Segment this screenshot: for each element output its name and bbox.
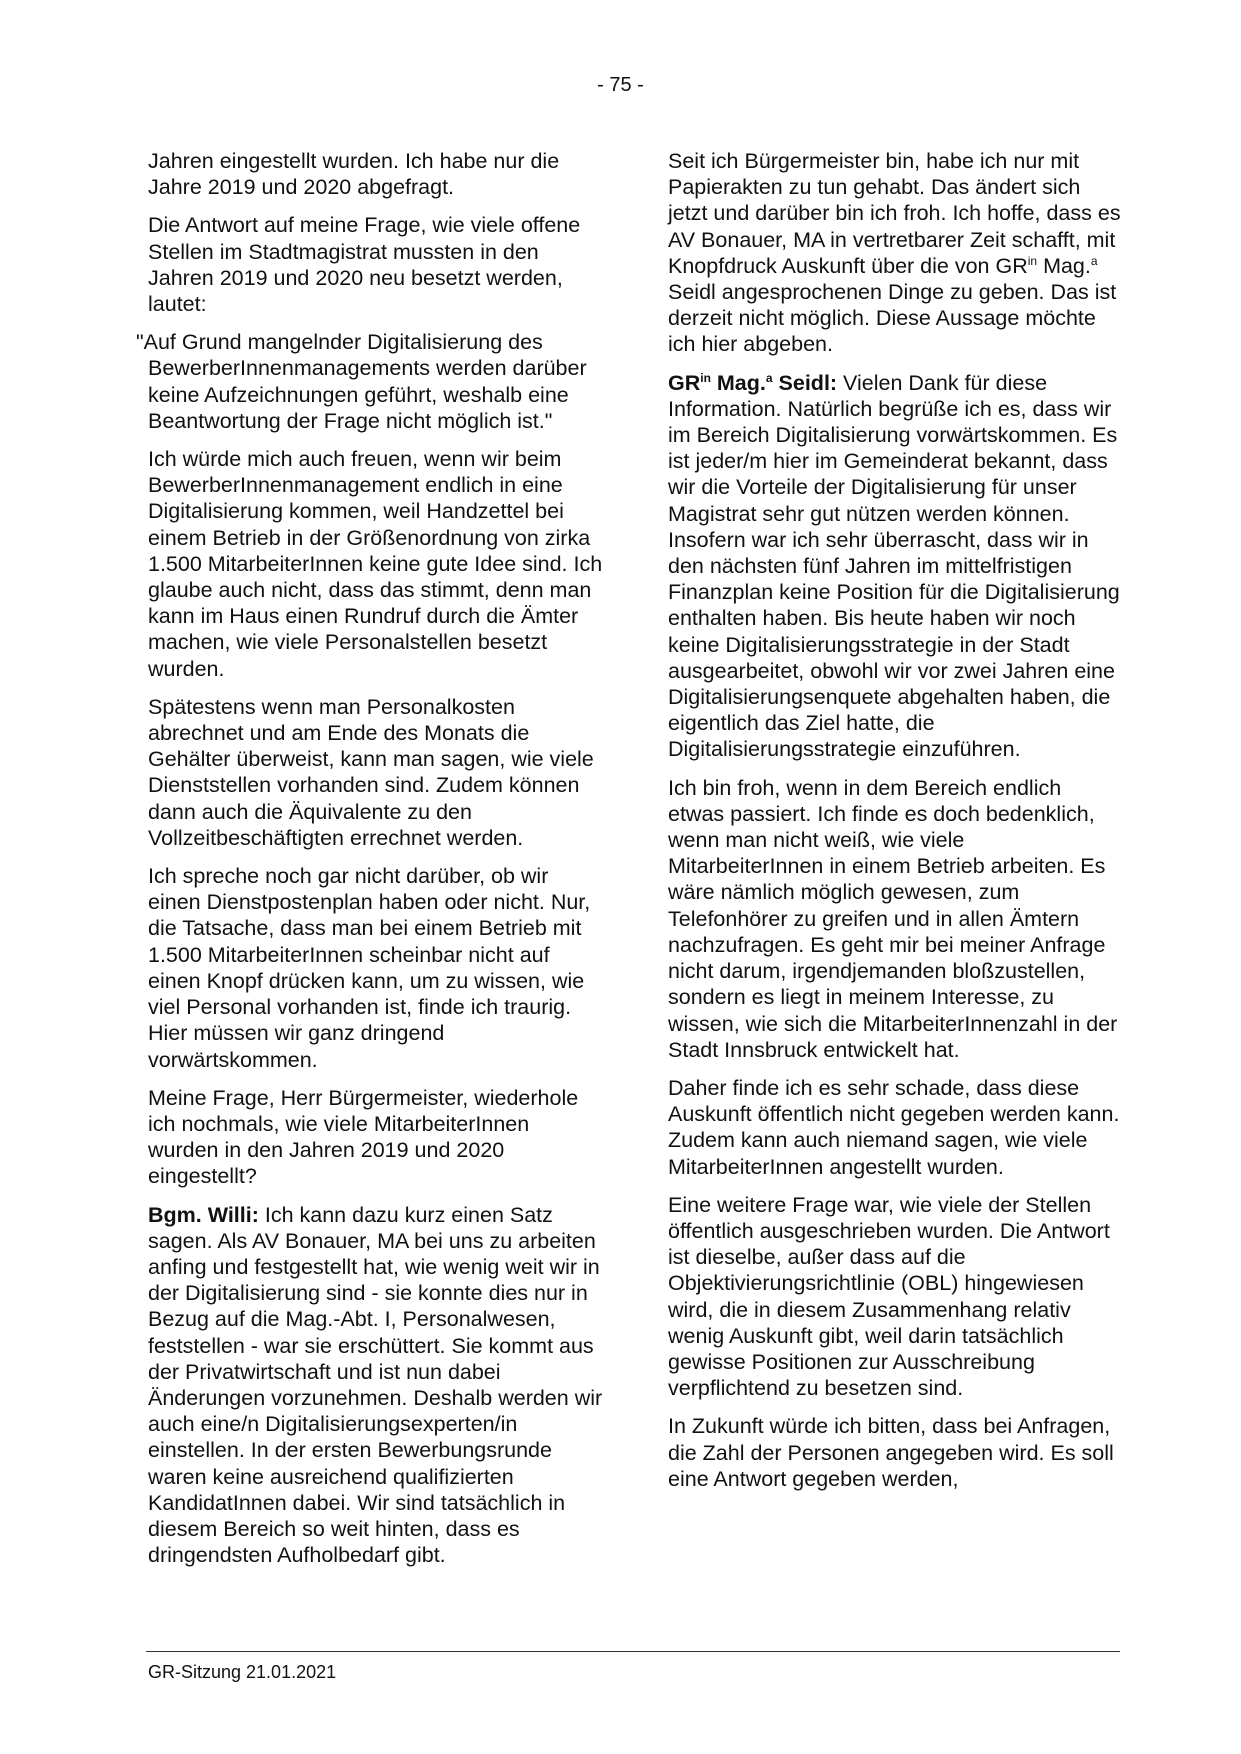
speaker-paragraph — [148, 1202, 603, 1569]
speaker-name: Bgm. Willi: — [148, 1202, 259, 1227]
right-column — [668, 148, 1123, 1504]
speaker-paragraph — [668, 370, 1123, 763]
paragraph: Ich bin froh, wenn in dem Bereich endlich etwas passiert. Ich finde es doch bedenklich, wenn man nicht weiß, wie viele MitarbeiterInnen in einem Betrieb arbeiten. Es wäre nämlich möglich gewesen, zum Telefonhörer zu greifen und in allen Ämtern nachzufragen. Es geht mir bei meiner Anfrage nicht darum, irgendjemanden bloßzustellen, sondern es liegt in meinem Interesse, zu wissen, wie sich die MitarbeiterInnenzahl in der Stadt Innsbruck entwickelt hat. — [668, 775, 1118, 1062]
speaker-name: $GR^{in}$ Mag.$^a$ Seidl: — [668, 370, 838, 395]
paragraph: Jahren eingestellt wurden. Ich habe nur die Jahre 2019 und 2020 abgefragt. — [148, 149, 560, 200]
superscript: a — [1090, 253, 1098, 268]
text-run: Seidl angesprochenen Dinge zu geben. Das ist derzeit nicht möglich. Diese Aussage möchte ich hier abgeben. — [668, 280, 1117, 357]
footer-divider — [146, 1651, 1120, 1652]
paragraph: Spätestens wenn man Personalkosten abrechnet und am Ende des Monats die Gehälter überweist, kann man sagen, wie viele Dienststellen vorhanden sind. Zudem können dann auch die Äquivalente zu den Vollzeitbeschäftigten errechnet werden. — [148, 694, 594, 850]
left-column — [136, 148, 603, 1580]
speaker-text: Ich kann dazu kurz einen Satz sagen. Als AV Bonauer, MA bei uns zu arbeiten anfing und festgestellt hat, wie wenig weit wir in der Digitalisierung sind - sie konnte dies nur in Bezug auf die Mag.-Abt. I, Personalwesen, feststellen - war sie erschüttert. Sie kommt aus der Privatwirtschaft und ist nun dabei Änderungen vorzunehmen. Deshalb werden wir auch eine/n Digitalisierungsexperten/in einstellen. In der ersten Bewerbungsrunde waren keine ausreichend qualifizierten KandidatInnen dabei. Wir sind tatsächlich in diesem Bereich so weit hinten, dass es dringendsten Aufholbedarf gibt. — [148, 1202, 603, 1568]
page-number: - 75 - — [597, 74, 644, 96]
paragraph: Ich würde mich auch freuen, wenn wir beim BewerberInnenmanagement endlich in eine Digitalisierung kommen, weil Handzettel bei einem Betrieb in der Größenordnung von zirka 1.500 MitarbeiterInnen keine gute Idee sind. Ich glaube auch nicht, dass das stimmt, denn man kann im Haus einen Rundruf durch die Ämter machen, wie viele Personalstellen besetzt wurden. — [148, 447, 603, 681]
quote-paragraph: "Auf Grund mangelnder Digitalisierung des BewerberInnenmanagements werden darüber keine Aufzeichnungen geführt, weshalb eine Beantwortung der Frage nicht möglich ist." — [136, 330, 587, 433]
speaker-text: Vielen Dank für diese Information. Natürlich begrüße ich es, dass wir im Bereich Digitalisierung vorwärtskommen. Es ist jeder/m hier im Gemeinderat bekannt, dass wir die Vorteile der Digitalisierung für unser Magistrat sehr gut nützen werden können. Insofern war ich sehr überrascht, dass wir in den nächsten fünf Jahren im mittelfristigen Finanzplan keine Position für die Digitalisierung enthalten haben. Bis heute haben wir noch keine Digitalisierungsstrategie in der Stadt ausgearbeitet, obwohl wir vor zwei Jahren eine Digitalisierungsenquete abgehalten haben, die eigentlich das Ziel hatte, die Digitalisierungsstrategie einzuführen. — [668, 370, 1120, 762]
paragraph: In Zukunft würde ich bitten, dass bei Anfragen, die Zahl der Personen angegeben wird. Es soll eine Antwort gegeben werden, — [668, 1414, 1114, 1491]
paragraph: Meine Frage, Herr Bürgermeister, wiederhole ich nochmals, wie viele MitarbeiterInnen wurden in den Jahren 2019 und 2020 eingestellt? — [148, 1085, 579, 1189]
text-run: Seit ich Bürgermeister bin, habe ich nur mit Papierakten zu tun gehabt. Das ändert sich jetzt und darüber bin ich froh. Ich hoffe, dass es AV Bonauer, MA in vertretbarer Zeit schafft, mit Knopfdruck Auskunft über die von GR — [668, 149, 1121, 278]
superscript: in — [1027, 253, 1038, 268]
text-run: Mag. — [1037, 253, 1091, 278]
paragraph: Eine weitere Frage war, wie viele der Stellen öffentlich ausgeschrieben wurden. Die Antwort ist dieselbe, außer dass auf die Objektivierungsrichtlinie (OBL) hingewiesen wird, die in diesem Zusammenhang relativ wenig Auskunft gibt, weil darin tatsächlich gewisse Positionen zur Ausschreibung verpflichtend zu besetzen sind. — [668, 1192, 1110, 1401]
paragraph: Ich spreche noch gar nicht darüber, ob wir einen Dienstpostenplan haben oder nicht. Nur, die Tatsache, dass man bei einem Betrieb mit 1.500 MitarbeiterInnen scheinbar nicht auf einen Knopf drücken kann, um zu wissen, wie viel Personal vorhanden ist, finde ich traurig. Hier müssen wir ganz dringend vorwärtskommen. — [148, 864, 591, 1072]
footer-text: GR-Sitzung 21.01.2021 — [148, 1662, 337, 1682]
paragraph: Daher finde ich es sehr schade, dass diese Auskunft öffentlich nicht gegeben werden kann. Zudem kann auch niemand sagen, wie viele MitarbeiterInnen angestellt wurden. — [668, 1075, 1120, 1179]
paragraph: Die Antwort auf meine Frage, wie viele offene Stellen im Stadtmagistrat mussten in den Jahren 2019 und 2020 neu besetzt werden, lautet: — [148, 213, 581, 317]
paragraph — [668, 148, 1123, 358]
